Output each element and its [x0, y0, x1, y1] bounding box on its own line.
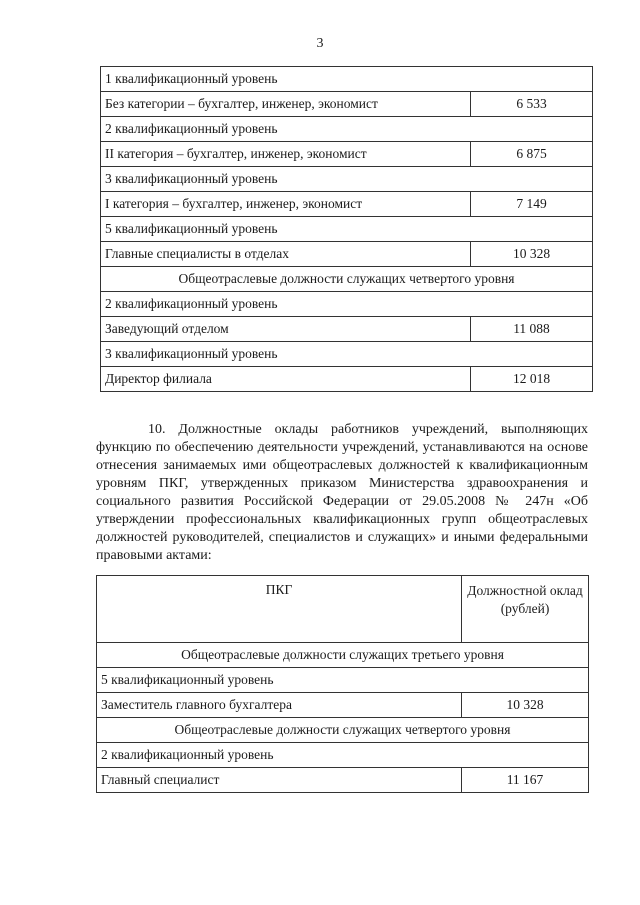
- salary-value: 7 149: [471, 192, 593, 217]
- table-row: [97, 743, 589, 768]
- salary-value: 10 328: [462, 693, 589, 718]
- qualification-level: 3 квалификационный уровень: [101, 342, 593, 367]
- qualification-level: 1 квалификационный уровень: [101, 67, 593, 92]
- salary-table-2-body: [97, 576, 589, 793]
- salary-table-1: [100, 66, 593, 392]
- qualification-level: 2 квалификационный уровень: [97, 743, 589, 768]
- table-row: [97, 693, 589, 718]
- qualification-level: 5 квалификационный уровень: [97, 668, 589, 693]
- qualification-level: 5 квалификационный уровень: [101, 217, 593, 242]
- table-row: [97, 718, 589, 743]
- salary-value: 11 167: [462, 768, 589, 793]
- table-row: [97, 768, 589, 793]
- position-name: Без категории – бухгалтер, инженер, экономист: [101, 92, 471, 117]
- table-row: [101, 367, 593, 392]
- position-name: Заместитель главного бухгалтера: [97, 693, 462, 718]
- page-number: 3: [316, 36, 324, 51]
- header-pkg: ПКГ: [97, 576, 462, 643]
- position-name: Главный специалист: [97, 768, 462, 793]
- salary-value: 10 328: [471, 242, 593, 267]
- table-row: [101, 317, 593, 342]
- paragraph-10: 10. Должностные оклады работников учреждений, выполняющих функцию по обеспечению деятельности учреждений, устанавливаются на основе отнесения занимаемых ими общеотраслевых должностей к квалификационным уровням ПКГ, утвержденных приказом Министерства здравоохранения и социального развития Российской Федерации от 29.05.2008 № 247н «Об утверждении профессиональных квалификационных групп общеотраслевых должностей руководителей, специалистов и служащих» и иными федеральными правовыми актами:: [96, 422, 588, 563]
- qualification-level: 2 квалификационный уровень: [101, 292, 593, 317]
- table-row: [101, 242, 593, 267]
- position-name: I категория – бухгалтер, инженер, экономист: [101, 192, 471, 217]
- header-salary: Должностной оклад (рублей): [462, 576, 589, 643]
- position-name: Главные специалисты в отделах: [101, 242, 471, 267]
- table-row: [101, 92, 593, 117]
- qualification-level: 3 квалификационный уровень: [101, 167, 593, 192]
- position-name: Директор филиала: [101, 367, 471, 392]
- salary-value: 6 875: [471, 142, 593, 167]
- table-row: [101, 192, 593, 217]
- table-row: [97, 643, 589, 668]
- salary-value: 11 088: [471, 317, 593, 342]
- qualification-level: 2 квалификационный уровень: [101, 117, 593, 142]
- salary-table-2: [96, 575, 589, 793]
- table-row: [101, 267, 593, 292]
- salary-value: 6 533: [471, 92, 593, 117]
- position-name: II категория – бухгалтер, инженер, экономист: [101, 142, 471, 167]
- group-heading: Общеотраслевые должности служащих четвертого уровня: [97, 718, 589, 743]
- table-row: [101, 342, 593, 367]
- table-row: [97, 668, 589, 693]
- table-row: [101, 167, 593, 192]
- position-name: Заведующий отделом: [101, 317, 471, 342]
- table-row: [101, 117, 593, 142]
- table-row: [101, 67, 593, 92]
- table-header-row: [97, 576, 589, 643]
- group-heading: Общеотраслевые должности служащих третьего уровня: [97, 643, 589, 668]
- table-row: [101, 292, 593, 317]
- salary-value: 12 018: [471, 367, 593, 392]
- table-row: [101, 142, 593, 167]
- table-row: [101, 217, 593, 242]
- group-heading: Общеотраслевые должности служащих четвертого уровня: [101, 267, 593, 292]
- salary-table-1-body: [101, 67, 593, 392]
